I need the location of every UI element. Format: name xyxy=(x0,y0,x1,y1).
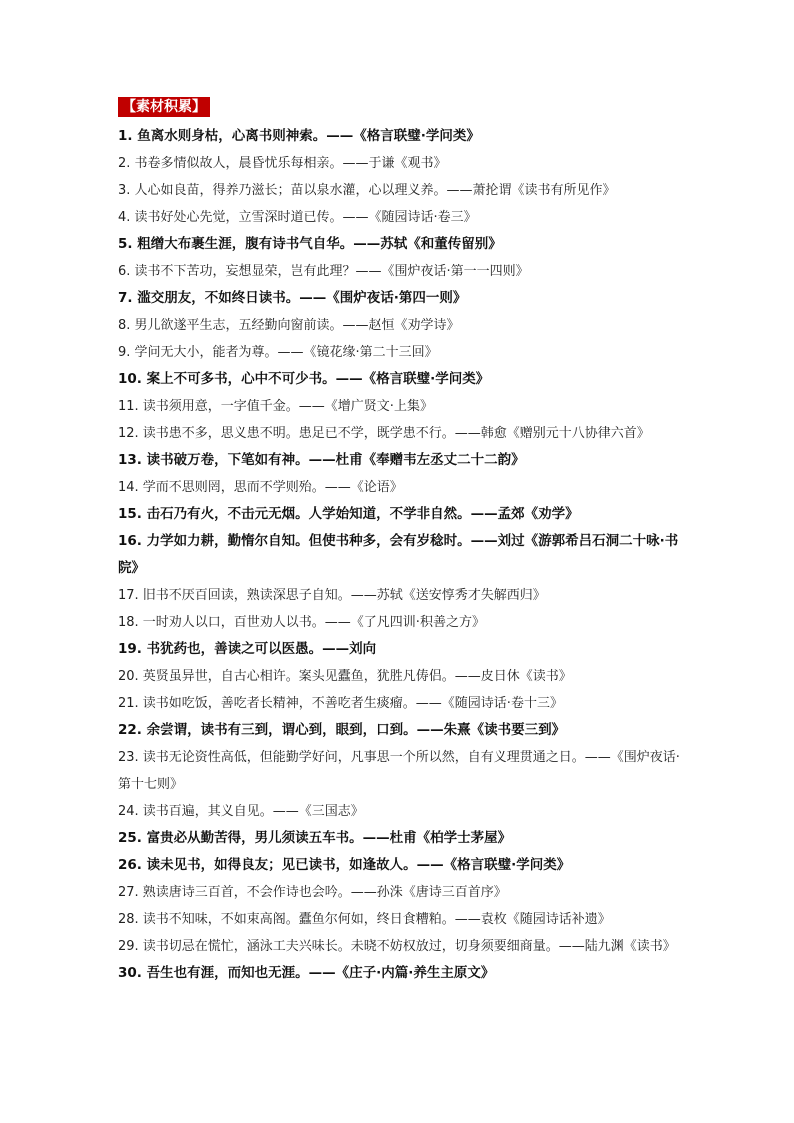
quote-item: 29. 读书切忌在慌忙，涵泳工夫兴味长。未晓不妨权放过，切身须要细商量。——陆九渊《读书》 xyxy=(118,939,676,954)
quote-item: 4. 读书好处心先觉，立雪深时道已传。——《随园诗话·卷三》 xyxy=(118,210,477,225)
quote-item: 16. 力学如力耕，勤惰尔自知。但使书种多，会有岁稔时。——刘过《游郭希吕石洞二十咏·书院》 xyxy=(118,533,679,576)
quote-item: 19. 书犹药也，善读之可以医愚。——刘向 xyxy=(118,641,377,657)
quote-item: 30. 吾生也有涯，而知也无涯。——《庄子·内篇·养生主原文》 xyxy=(118,965,495,981)
quote-item: 21. 读书如吃饭，善吃者长精神，不善吃者生痰瘤。——《随园诗话·卷十三》 xyxy=(118,696,563,711)
quote-item: 7. 滥交朋友，不如终日读书。——《围炉夜话·第四一则》 xyxy=(118,290,467,306)
quote-item: 23. 读书无论资性高低，但能勤学好问，凡事思一个所以然，自有义理贯通之日。——《围炉夜话·第十七则》 xyxy=(118,750,680,792)
quote-item: 24. 读书百遍，其义自见。——《三国志》 xyxy=(118,804,364,819)
quote-item: 28. 读书不知味，不如束高阁。蠹鱼尔何如，终日食糟粕。——袁枚《随园诗话补遗》 xyxy=(118,912,611,927)
quote-item: 12. 读书患不多，思义患不明。患足已不学，既学患不行。——韩愈《赠别元十八协律六首》 xyxy=(118,426,650,441)
quote-item: 10. 案上不可多书，心中不可少书。——《格言联璧·学问类》 xyxy=(118,371,490,387)
quote-item: 20. 英贤虽异世，自古心相许。案头见蠹鱼，犹胜凡俦侣。——皮日休《读书》 xyxy=(118,669,572,684)
quote-item: 11. 读书须用意，一字值千金。——《增广贤文·上集》 xyxy=(118,399,433,414)
quote-item: 26. 读未见书，如得良友；见已读书，如逢故人。——《格言联璧·学问类》 xyxy=(118,857,571,873)
quote-item: 14. 学而不思则罔，思而不学则殆。——《论语》 xyxy=(118,480,403,495)
quote-item: 9. 学问无大小，能者为尊。——《镜花缘·第二十三回》 xyxy=(118,345,438,360)
quote-item: 3. 人心如良苗，得养乃滋长；苗以泉水灌，心以理义养。——萧抡谓《读书有所见作》 xyxy=(118,183,616,198)
quote-item: 27. 熟读唐诗三百首，不会作诗也会吟。——孙洙《唐诗三百首序》 xyxy=(118,885,507,900)
quote-item: 18. 一时劝人以口，百世劝人以书。——《了凡四训·积善之方》 xyxy=(118,615,485,630)
quote-item: 22. 余尝谓，读书有三到，谓心到，眼到，口到。——朱熹《读书要三到》 xyxy=(118,722,566,738)
quote-item: 25. 富贵必从勤苦得，男儿须读五车书。——杜甫《柏学士茅屋》 xyxy=(118,830,512,846)
quote-item: 17. 旧书不厌百回读，熟读深思子自知。——苏轼《送安惇秀才失解西归》 xyxy=(118,588,546,603)
quote-item: 2. 书卷多情似故人，晨昏忧乐每相亲。——于谦《观书》 xyxy=(118,156,447,171)
quote-item: 1. 鱼离水则身枯，心离书则神索。——《格言联璧·学问类》 xyxy=(118,128,480,144)
quote-item: 5. 粗缯大布裹生涯，腹有诗书气自华。——苏轼《和董传留别》 xyxy=(118,236,502,252)
quote-item: 6. 读书不下苦功，妄想显荣，岂有此理？——《围炉夜话·第一一四则》 xyxy=(118,264,529,279)
section-heading: 【素材积累】 xyxy=(118,97,210,117)
quote-item: 15. 击石乃有火，不击元无烟。人学始知道，不学非自然。——孟郊《劝学》 xyxy=(118,506,579,522)
document-page xyxy=(118,96,683,987)
quote-list xyxy=(118,123,683,987)
quote-item: 13. 读书破万卷，下笔如有神。——杜甫《奉赠韦左丞丈二十二韵》 xyxy=(118,452,525,468)
quote-item: 8. 男儿欲遂平生志，五经勤向窗前读。——赵恒《劝学诗》 xyxy=(118,318,460,333)
